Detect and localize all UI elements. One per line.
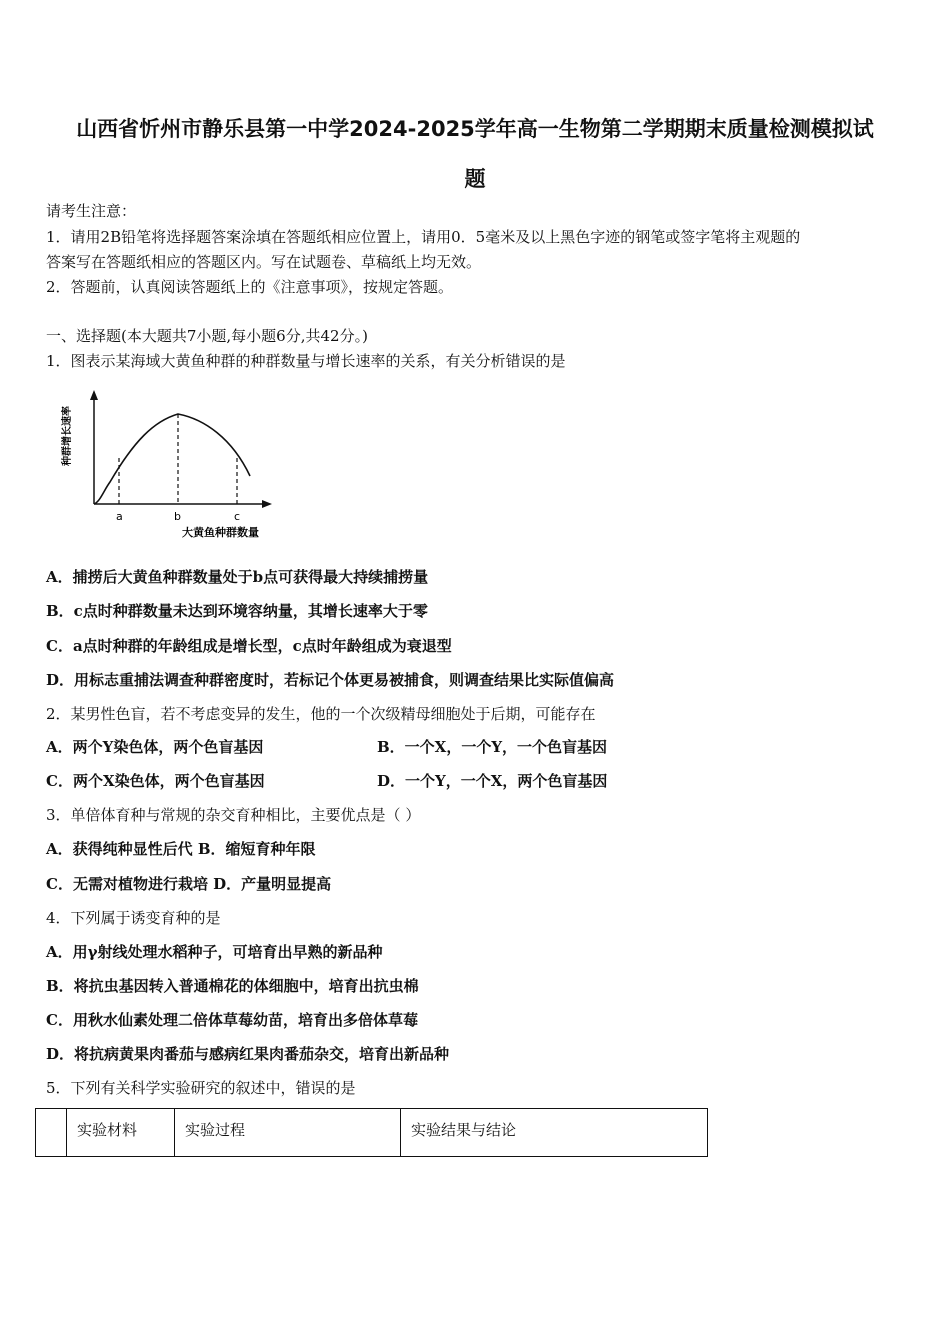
q1-stem: 1．图表示某海域大黄鱼种群的种群数量与增长速率的关系，有关分析错误的是 [46,352,566,370]
q2-stem: 2．某男性色盲，若不考虑变异的发生，他的一个次级精母细胞处于后期，可能存在 [46,705,596,723]
table-header-result: 实验结果与结论 [401,1109,708,1157]
y-axis-arrow [90,390,98,400]
notice-item2: 2．答题前，认真阅读答题纸上的《注意事项》，按规定答题。 [46,278,454,296]
table-header-row [36,1109,708,1157]
experiment-table [35,1108,708,1157]
q2-option-b: B．一个X，一个Y，一个色盲基因 [377,738,608,756]
q4-stem: 4．下列属于诱变育种的是 [46,909,221,927]
q2-option-d: D．一个Y，一个X，两个色盲基因 [377,772,608,790]
q1-option-a: A．捕捞后大黄鱼种群数量处于b点可获得最大持续捕捞量 [46,568,429,586]
q4-option-b: B．将抗虫基因转入普通棉花的体细胞中，培育出抗虫棉 [46,977,419,995]
table-header-material: 实验材料 [67,1109,175,1157]
section-heading: 一、选择题(本大题共7小题,每小题6分,共42分。) [46,327,368,345]
q3-stem: 3．单倍体育种与常规的杂交育种相比，主要优点是（ ） [46,806,421,824]
notice-item1-line1: 1．请用2B铅笔将选择题答案涂填在答题纸相应位置上，请用0．5毫米及以上黑色字迹的钢笔或签字笔将主观题的 [46,228,801,246]
exam-title-line2: 题 [464,167,486,191]
x-axis-arrow [262,500,272,508]
notice-item1-line2: 答案写在答题纸相应的答题区内。写在试题卷、草稿纸上均无效。 [46,253,482,271]
q2-option-a: A．两个Y染色体，两个色盲基因 [46,738,264,756]
population-growth-graph [54,386,294,546]
q4-option-a: A．用γ射线处理水稻种子，可培育出早熟的新品种 [46,943,383,961]
table-header-process: 实验过程 [175,1109,401,1157]
tick-b: b [174,510,181,523]
q4-option-c: C．用秋水仙素处理二倍体草莓幼苗，培育出多倍体草莓 [46,1011,418,1029]
table-header-index [36,1109,67,1157]
tick-a: a [116,510,123,523]
exam-title-line1: 山西省忻州市静乐县第一中学2024-2025学年高一生物第二学期期末质量检测模拟试 [76,117,874,141]
q1-option-d: D．用标志重捕法调查种群密度时，若标记个体更易被捕食，则调查结果比实际值偏高 [46,671,615,689]
notice-heading: 请考生注意： [46,202,137,220]
x-axis-label: 大黄鱼种群数量 [182,526,259,539]
q2-option-c: C．两个X染色体，两个色盲基因 [46,772,265,790]
tick-c: c [234,510,241,523]
q5-stem: 5．下列有关科学实验研究的叙述中，错误的是 [46,1079,356,1097]
q4-option-d: D．将抗病黄果肉番茄与感病红果肉番茄杂交，培育出新品种 [46,1045,450,1063]
q1-option-b: B．c点时种群数量未达到环境容纳量，其增长速率大于零 [46,602,428,620]
q1-option-c: C．a点时种群的年龄组成是增长型，c点时年龄组成为衰退型 [46,637,452,655]
q3-options-ab: A．获得纯种显性后代 B．缩短育种年限 [46,840,316,858]
growth-rate-curve [94,414,250,504]
q3-options-cd: C．无需对植物进行栽培 D．产量明显提高 [46,875,332,893]
y-axis-label: 种群增长速率 [62,406,73,466]
